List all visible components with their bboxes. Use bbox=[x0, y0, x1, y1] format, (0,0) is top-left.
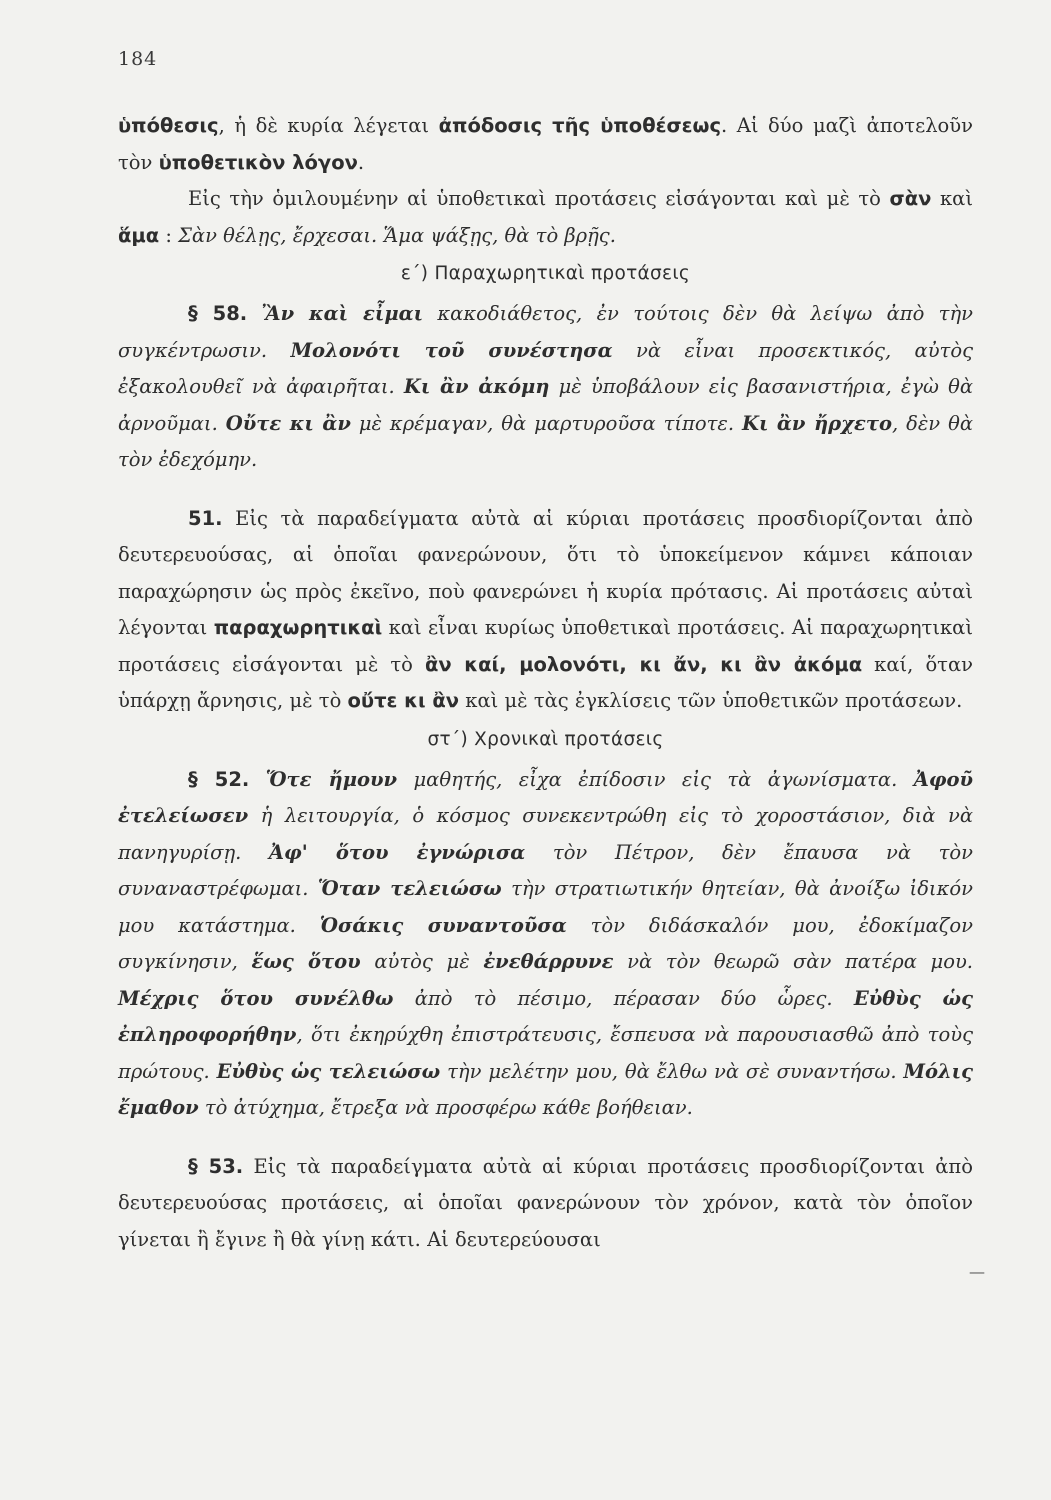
example: ἀπὸ τὸ πέσιμο, πέρασαν δύο ὧρες. bbox=[393, 986, 854, 1010]
keyword: Μέχρις ὅτου συνέλθω bbox=[118, 986, 394, 1010]
keyword: ἐνεθάρρυνε bbox=[483, 950, 614, 973]
section-number: § 52. bbox=[188, 767, 250, 791]
text-run: Εἰς τὴν ὁμιλουμένην αἱ ὑποθετικαὶ προτάσεις εἰσάγονται καὶ μὲ τὸ bbox=[188, 187, 890, 210]
example: τὴν μελέτην μου, θὰ ἔλθω νὰ σὲ συναντήσω. bbox=[440, 1059, 904, 1083]
example: , ὅτι ἐκηρύχθη ἐπιστράτευσις, ἔσπευσα νὰ παρουσιασθῶ ἀπὸ τοὺς πρώτους. bbox=[118, 1023, 973, 1083]
section-number: 51. bbox=[188, 506, 223, 530]
text-body bbox=[118, 108, 973, 1258]
section-number: § 53. bbox=[188, 1154, 244, 1178]
keyword: Κι ἂν ἀκόμη bbox=[403, 375, 550, 398]
keyword: Μόλις ἔμαθον bbox=[118, 1059, 973, 1119]
text-run: . bbox=[357, 150, 365, 174]
example: τὸν Πέτρον, δὲν ἔπαυσα νὰ τὸν συναναστρέφωμαι. bbox=[118, 840, 973, 900]
keyword: Ἂν καὶ εἶμαι bbox=[261, 302, 424, 325]
term: ἂν καί, μολονότι, κι ἄν, κι ἂν ἀκόμα bbox=[424, 652, 863, 676]
text-run: Εἰς τὰ παραδείγματα αὐτὰ αἱ κύριαι προτάσεις προσδιορίζονται ἀπὸ δευτερευούσας, αἱ ὁποῖαι φανερώνουν, ὅτι τὸ ὑποκείμενον κάμνει κάποιαν παραχώρησιν ὡς πρὸς ἐκεῖνο, ποὺ φανερώνει ἡ κυρία πρότασις. Αἱ προτάσεις αὐταὶ λέγονται bbox=[118, 506, 973, 639]
section-heading-concessive: ε΄) Παραχωρητικαὶ προτάσεις bbox=[400, 263, 691, 284]
example: μαθητής, εἶχα ἐπίδοσιν εἰς τὰ ἀγωνίσματα. bbox=[397, 767, 914, 791]
text-run: καὶ bbox=[931, 187, 973, 210]
example: νὰ τὸν θεωρῶ σὰν πατέρα μου. bbox=[613, 950, 973, 973]
term: παραχωρητικαὶ bbox=[213, 616, 383, 639]
keyword: Εὐθὺς ὡς ἐπληροφορήθην bbox=[118, 986, 973, 1046]
example: τὸν διδάσκαλόν μου, ἐδοκίμαζον συγκίνησιν, bbox=[118, 913, 973, 973]
section-number: § 58. bbox=[188, 302, 248, 325]
example: ἡ λειτουργία, ὁ κόσμος συνεκεντρώθη εἰς τὸ χοροστάσιον, διὰ νὰ πανηγυρίσῃ. bbox=[118, 804, 973, 864]
paragraph-51-explanation bbox=[118, 501, 973, 720]
section-heading-temporal: στ΄) Χρονικαὶ προτάσεις bbox=[427, 728, 664, 750]
example: τὴν στρατιωτικήν θητείαν, θὰ ἀνοίξω ἰδικόν μου κατάστημα. bbox=[118, 877, 973, 937]
paragraph-58-examples bbox=[118, 296, 973, 479]
example: μὲ ὑποβάλουν εἰς βασανιστήρια, ἐγὼ θὰ ἀρνοῦμαι. bbox=[118, 375, 974, 435]
keyword: Ὅτε ἤμουν bbox=[265, 767, 398, 791]
term: οὔτε κι ἂν bbox=[347, 689, 460, 712]
text-run: Εἰς τὰ παραδείγματα αὐτὰ αἱ κύριαι προτάσεις προσδιορίζονται ἀπὸ δευτερευούσας προτάσεις, αἱ ὁποῖαι φανερώνουν τὸν χρόνον, κατὰ τὸν ὁποῖον γίνεται ἢ ἔγινε ἢ θὰ γίνῃ κάτι. Αἱ δευτερεύουσαι bbox=[118, 1154, 973, 1251]
text-run: : bbox=[159, 223, 179, 247]
keyword: ἕως ὅτου bbox=[251, 950, 361, 973]
keyword: Κι ἂν ἤρχετο bbox=[742, 411, 892, 435]
term: ὑποθετικὸν λόγον bbox=[158, 150, 358, 174]
example: , δὲν θὰ τὸν ἐδεχόμην. bbox=[118, 411, 974, 471]
paragraph-spoken-hypothetical bbox=[118, 181, 973, 254]
paragraph-53-explanation bbox=[118, 1149, 973, 1259]
text-run: καὶ μὲ τὰς ἐγκλίσεις τῶν ὑποθετικῶν προτάσεων. bbox=[459, 689, 963, 712]
keyword: Ὅταν τελειώσω bbox=[317, 877, 502, 900]
example: νὰ εἶναι προσεκτικός, αὐτὸς ἐξακολουθεῖ νὰ ἀφαιρῆται. bbox=[118, 338, 973, 398]
paragraph-hypothesis-end bbox=[118, 108, 973, 181]
margin-mark: — bbox=[969, 1262, 985, 1281]
keyword: Ἀφ' ὅτου ἐγνώρισα bbox=[268, 840, 526, 864]
keyword: Ὁσάκις συναντοῦσα bbox=[319, 913, 567, 937]
text-run: καί, ὅταν ὑπάρχῃ ἄρνησις, μὲ τὸ bbox=[118, 652, 973, 712]
text-run: . Αἱ δύο μαζὶ ἀποτελοῦν τὸν bbox=[118, 114, 973, 174]
term: σὰν bbox=[889, 187, 932, 210]
keyword: Οὔτε κι ἂν bbox=[225, 411, 351, 435]
example: μὲ κρέμαγαν, θὰ μαρτυροῦσα τίποτε. bbox=[350, 411, 742, 435]
keyword: Μολονότι τοῦ συνέστησα bbox=[290, 338, 613, 362]
text-run: καὶ εἶναι κυρίως ὑποθετικαὶ προτάσεις. Αἱ παραχωρητικαὶ προτάσεις εἰσάγονται μὲ τὸ bbox=[118, 616, 973, 676]
paragraph-52-examples bbox=[118, 762, 973, 1127]
keyword: Ἀφοῦ ἐτελείωσεν bbox=[118, 767, 974, 827]
example: Σὰν θέλῃς, ἔρχεσαι. Ἅμα ψάξῃς, θὰ τὸ βρῇς. bbox=[178, 223, 616, 247]
term: ὑπόθεσις bbox=[118, 114, 219, 137]
example: αὐτὸς μὲ bbox=[360, 950, 484, 973]
example: κακοδιάθετος, ἐν τούτοις δὲν θὰ λείψω ἀπὸ τὴν συγκέντρωσιν. bbox=[118, 302, 973, 362]
keyword: Εὐθὺς ὡς τελειώσω bbox=[216, 1059, 441, 1083]
example: τὸ ἀτύχημα, ἔτρεξα νὰ προσφέρω κάθε βοήθειαν. bbox=[198, 1096, 693, 1119]
term: ἅμα bbox=[118, 223, 160, 247]
page-number: 184 bbox=[118, 48, 158, 70]
text-run: , ἡ δὲ κυρία λέγεται bbox=[218, 114, 439, 137]
term: ἀπόδοσις τῆς ὑποθέσεως bbox=[438, 114, 721, 137]
